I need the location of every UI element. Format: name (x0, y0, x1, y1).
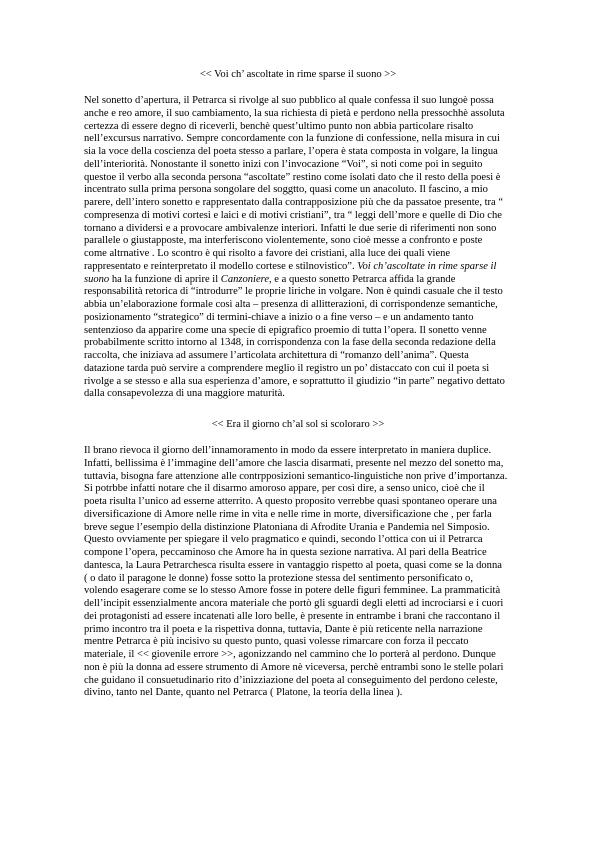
text-run: parallele o giustapposte, ma interferiscono violentemente, sono cioè messe a confronto e poste (84, 235, 483, 247)
text-line (84, 509, 534, 522)
text-run: abbia un’elaborazione formale così alta – presenza di allitterazioni, di corrispondenze semantiche, (84, 299, 498, 310)
text-run: che guidano il consuetudinario rito d’inizziazione del poeta al conseguimento del perdono celeste, (84, 674, 498, 686)
text-line (84, 261, 534, 274)
text-run: incentrato sulla prima persona songolare del soggtto, quasi come un anacoluto. Il fascino, a mio (84, 184, 488, 196)
text-line (84, 337, 534, 350)
text-line (84, 585, 534, 598)
text-run: compresenza di motivi cortesi e laici e di motivi cristiani”, tra “ leggi dell’more e quelle di Dio che (84, 209, 502, 221)
text-line (84, 636, 534, 649)
text-line (84, 445, 534, 458)
text-run: responsabilità retorica di “introdurre” le proprie liriche in volgare. Non è quindi casuale che il testo (84, 286, 503, 298)
italic-text: Canzoniere (220, 273, 270, 285)
text-line (84, 146, 534, 159)
text-run: sentenzioso da apparire come una specie di epigrafico proemio di tutta l’opera. Il sonetto venne (84, 324, 487, 336)
text-line (84, 573, 534, 586)
text-run: Nel sonetto d’apertura, il Petrarca si rivolge al suo pubblico al quale confessa il suo lungoè possa (84, 95, 494, 106)
text-run: breve segue l’esempio della distinzione Platoniana di Afrodite Urania e Pandemia nel Simposio. (84, 521, 490, 533)
text-line (84, 388, 534, 401)
text-run: ha la funzione di aprire il (109, 273, 221, 285)
text-line (84, 522, 534, 535)
text-line (84, 662, 534, 675)
italic-text: suono (84, 273, 110, 285)
text-run: divino, tanto nel Dante, quanto nel Petrarca ( Platone, la teoria della linea ). (84, 687, 403, 699)
text-run: dalla consapevolezza di una maggiore maturità. (84, 388, 285, 400)
text-run: non è più la donna ad essere strumento di Amore nè viceversa, perchè entrambi sono le stelle polari (84, 661, 504, 673)
text-line (84, 458, 534, 471)
text-run: ( o dato il paragone le donne) fosse sotto la protezione stessa del sentimento personificato o, (84, 572, 473, 584)
text-run: tornano a dividersi e a provocare ambivalenze interiori. Infatti le due serie di riferimenti non sono (84, 222, 497, 234)
text-run: probabilmente scritto intorno al 1348, in corrispondenza con la fase della seconda redazione della (84, 337, 496, 349)
text-run: compone l’opera, peccaminoso che Amore ha in questa sezione narrativa. Al pari della Beatrice (84, 547, 487, 558)
section-1-body (84, 95, 534, 401)
text-line (84, 312, 534, 325)
text-run: Si potrbbe infatti notare che il disarmo amoroso appare, per così dire, a senso unico, cioè che il (84, 483, 485, 495)
text-run: sia la voce della coscienza del poeta stesso a parlare, l’opera è stata composta in volgare, la lingua (84, 146, 498, 157)
text-run: rivolge a se stesso e alla sua esperienza d’amore, e soprattutto il giudizio “in parte” negativo dettato (84, 375, 505, 387)
text-line (84, 350, 534, 363)
text-run: questoe il verbo alla seconda persona “ascoltate” restino come isolati dato che il resto della poesi è (84, 171, 501, 183)
text-line (84, 649, 534, 662)
text-line (84, 560, 534, 573)
text-line (84, 121, 534, 134)
text-run: dell’incipit essenzialmente ancora materiale che portò gli sguardi degli eletti ad incrociarsi e i cuori (84, 598, 504, 609)
text-run: Infatti, bellissima è l’immagine dell’amore che lascia disarmati, presente nel mezzo del sonetto ma, (84, 457, 504, 469)
text-run: Il brano rievoca il giorno dell’innamoramento in modo da essere interpretato in maniera duplice. (84, 445, 492, 456)
text-line (84, 496, 534, 509)
text-line (84, 483, 534, 496)
section-1-heading: << Voi ch’ ascoltate in rime sparse il suono >> (199, 69, 397, 80)
section-2-body (84, 445, 534, 700)
text-line (84, 325, 534, 338)
text-run: dei protagonisti ad essere incatenati alle loro belle, è presente in entrambe i brani che raccontano il (84, 610, 501, 622)
text-run: certezza di essere degno di riceverli, benchè quest’ultimo punto non abbia particolare risalto (84, 120, 474, 132)
text-line (84, 172, 534, 185)
text-line (84, 534, 534, 547)
text-line (84, 223, 534, 236)
text-run: come altrnative . Lo scontro è qui risolto a favore dei cristiani, alla luce dei quali viene (84, 248, 451, 259)
text-run: tuttavia, bisogna fare attenzione alle contrpposizioni semantico-linguistiche non prive d’importanza. (84, 470, 508, 482)
text-line (84, 133, 534, 146)
text-run: rappresentato e reinterpretato il modello cortese e stilnovistico”. (84, 260, 358, 272)
text-run: materiale, il << giovenile errore >>, agonizzando nel cammino che lo porterà al perdono. Dunque (84, 649, 496, 660)
text-line (84, 547, 534, 560)
text-line (84, 95, 534, 108)
text-line (84, 235, 534, 248)
text-line (84, 108, 534, 121)
text-line (84, 184, 534, 197)
text-run: posizionamento “strategico” di termini-chiave a inizio o a fine verso – e un andamento tanto (84, 311, 474, 323)
text-line (84, 471, 534, 484)
text-run: Questo ovviamente per spiegare il velo pragmatico e quindi, secondo l’ottica con ui il Petrarca (84, 534, 483, 546)
text-run: raccolta, che iniziava ad assumere l’articolata architettura di “romanzo dell’anima”. Questa (84, 350, 469, 361)
text-line (84, 675, 534, 688)
text-line (84, 624, 534, 637)
text-line (84, 299, 534, 312)
text-line (84, 159, 534, 172)
text-run: datazione tarda può servire a comprendere meglio il registro un po’ distaccato con cui il poeta si (84, 362, 490, 374)
text-line (84, 687, 534, 700)
text-run: diversificazione di Amore nelle rime in vita e nelle rime in morte, diversificazione che , per farla (84, 508, 492, 520)
text-run: primo incontro tra il poeta e la rispettiva donna, tuttavia, Dante è più reticente nella narrazione (84, 623, 483, 635)
text-run: parere, dell’intero sonetto e rappresentato dalla contrapposizione più che da passatoe presente, tra “ (84, 197, 504, 208)
text-line (84, 197, 534, 210)
text-run: nell’excursus narrativo. Sempre concordamente con la funzione di confessione, nella misura in cui (84, 133, 500, 145)
text-line (84, 274, 534, 287)
text-line (84, 286, 534, 299)
text-run: volendo esagerare come se lo stesso Amore fosse in potere delle figuri femminee. La prammaticità (84, 585, 501, 597)
section-2-heading: << Era il giorno ch’al sol si scoloraro >> (211, 419, 385, 430)
text-run: dantesca, la Laura Petrarchesca risulta essere in vantaggio rispetto al poeta, quasi come se la donna (84, 559, 502, 571)
text-line (84, 210, 534, 223)
text-run: anche e reo amore, il suo cambiamento, la sua richiesta di pietà e perdono nella pressochhè assoluta (84, 107, 505, 119)
text-run: , e a questo sonetto Petrarca affida la grande (269, 273, 456, 285)
text-line (84, 598, 534, 611)
text-line (84, 363, 534, 376)
text-line (84, 248, 534, 261)
text-run: dell’interiorità. Nonostante il sonetto inizi con l’invocazione “Voi”, si noti come poi in seguito (84, 158, 483, 170)
italic-text: Voi ch’ascoltate in rime sparse il (357, 260, 497, 272)
text-run: mentre Petrarca è più incisivo su questo punto, quasi volesse rimarcare con forza il peccato (84, 636, 469, 648)
text-line (84, 376, 534, 389)
text-run: poeta risulta l’unico ad esserne atterrito. A questo proposito verrebbe quasi spontaneo operare una (84, 496, 497, 507)
text-line (84, 611, 534, 624)
